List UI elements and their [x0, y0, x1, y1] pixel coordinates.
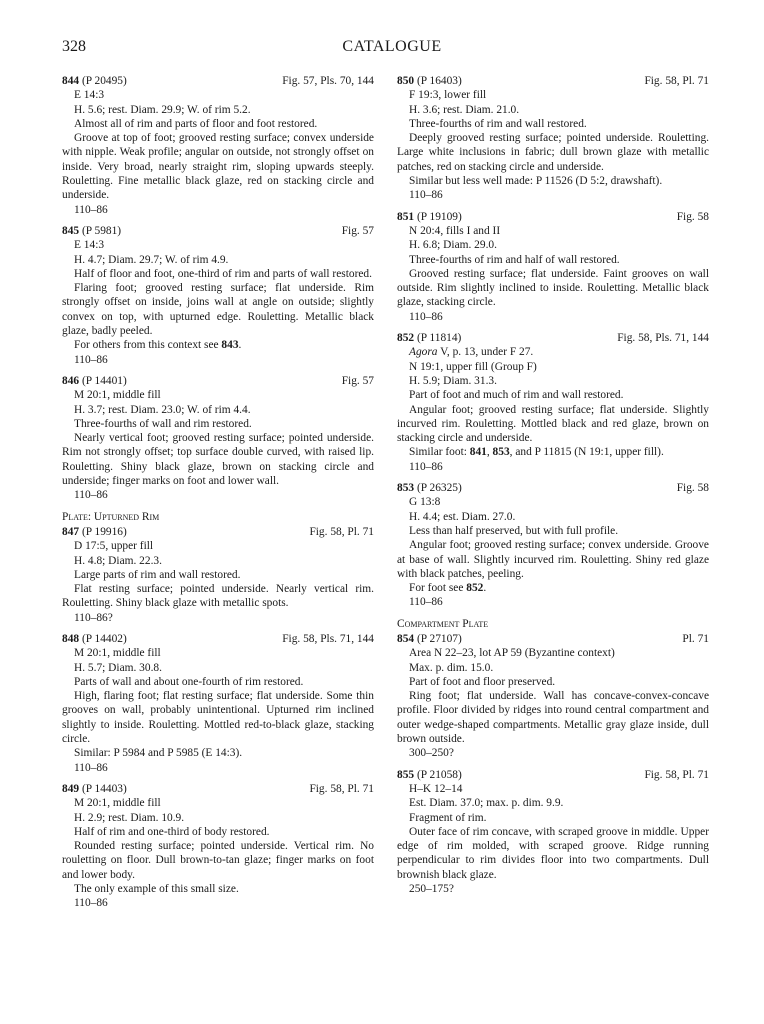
preservation: Less than half preserved, but with full profile.	[409, 524, 619, 537]
description: Flat resting surface; pointed underside. Nearly vertical rim. Rouletting. Shiny black glaze with metallic spots.	[62, 583, 374, 610]
cross-reference	[397, 581, 709, 595]
publication-citation: V, p. 13, under F 27.	[437, 346, 534, 359]
right-column	[397, 74, 709, 903]
entry-number: 854	[397, 632, 415, 645]
entry-number: 846	[62, 374, 80, 387]
page-number: 328	[62, 38, 86, 55]
figure-references: Fig. 58, Pl. 71	[309, 525, 374, 538]
entry-number: 849	[62, 782, 80, 795]
cross-reference-text: For foot see	[409, 582, 467, 595]
similar-ref-853: 853	[492, 446, 510, 459]
catalogue-entry-853	[397, 481, 709, 610]
similar-pieces	[397, 445, 709, 459]
catalogue-entry-849	[62, 782, 374, 911]
entry-heading	[397, 632, 709, 646]
date-range: 110–86	[74, 897, 108, 910]
publication-title: Agora	[409, 346, 438, 359]
preservation: Large parts of rim and wall restored.	[74, 568, 241, 581]
description: Ring foot; flat underside. Wall has concave-convex-concave profile. Floor divided by ridges into round central compartment and outer wedge-shaped compartments. Metallic gray glaze inside, dull brown outside.	[397, 690, 709, 746]
similar-text: Similar foot:	[409, 446, 470, 459]
entry-number: 844	[62, 75, 80, 87]
entry-heading	[62, 74, 374, 88]
entry-number: 847	[62, 525, 80, 538]
dimensions: H. 5.9; Diam. 31.3.	[409, 374, 497, 387]
cross-reference	[62, 338, 374, 352]
dimensions: H. 3.7; rest. Diam. 23.0; W. of rim 4.4.	[74, 403, 251, 416]
preservation: Part of foot and much of rim and wall restored.	[409, 389, 624, 402]
dimensions: H. 6.8; Diam. 29.0.	[409, 239, 497, 252]
preservation: Fragment of rim.	[409, 811, 487, 824]
entry-number: 845	[62, 224, 80, 237]
entry-heading	[397, 481, 709, 495]
date-range: 110–86	[74, 489, 108, 502]
entry-number: 851	[397, 210, 415, 223]
preservation: Half of rim and one-third of body restored.	[74, 825, 270, 838]
catalogue-entry-852	[397, 331, 709, 474]
dimensions: Est. Diam. 37.0; max. p. dim. 9.9.	[409, 797, 564, 810]
entry-heading	[62, 224, 374, 238]
entry-heading	[62, 632, 374, 646]
inventory-number: (P 27107)	[416, 632, 462, 645]
description: High, flaring foot; flat resting surface; flat underside. Some thin grooves on wall, probably unintentional. Upturned rim inclined slightly to inside. Rouletting. Mottled red-to-black glaze, stacking circle.	[62, 690, 374, 746]
description: Angular foot; grooved resting surface; convex underside. Groove at base of wall. Slightly incurved rim. Rouletting. Shiny red glaze with black patches, peeling.	[397, 539, 709, 580]
inventory-number: (P 5981)	[81, 224, 122, 237]
preservation: Almost all of rim and parts of floor and foot restored.	[74, 117, 318, 130]
page-header	[62, 38, 722, 58]
catalogue-entry-845	[62, 224, 374, 367]
find-context: D 17:5, upper fill	[74, 540, 154, 553]
entry-heading	[397, 331, 709, 345]
note: The only example of this small size.	[74, 883, 239, 896]
find-context: Area N 22–23, lot AP 59 (Byzantine context)	[409, 647, 615, 660]
cross-reference-end: .	[238, 339, 242, 352]
preservation: Parts of wall and about one-fourth of rim restored.	[74, 675, 304, 688]
find-context: M 20:1, middle fill	[74, 389, 161, 402]
catalogue-entry-848	[62, 632, 374, 775]
cross-reference-link: 843	[221, 339, 239, 352]
date-range: 250–175?	[409, 883, 454, 896]
figure-references: Fig. 58, Pl. 71	[644, 75, 709, 87]
similar-ref-841: 841	[469, 446, 487, 459]
preservation: Three-fourths of rim and half of wall restored.	[409, 253, 620, 266]
figure-references: Fig. 58, Pls. 71, 144	[617, 332, 709, 345]
inventory-number: (P 26325)	[416, 482, 462, 495]
description: Flaring foot; grooved resting surface; flat underside. Rim strongly offset on inside, joins wall at angle on outside; slightly convex on top, with upturned edge. Rouletting. Metallic black glaze, badly peeled.	[62, 282, 374, 338]
catalogue-entry-850	[397, 74, 709, 203]
cross-reference-text: For others from this context see	[74, 339, 222, 352]
date-range: 110–86	[74, 203, 108, 216]
entry-heading	[397, 74, 709, 88]
catalogue-entry-854	[397, 632, 709, 761]
figure-references: Fig. 58, Pl. 71	[309, 782, 374, 795]
cross-reference-link: 852	[466, 582, 484, 595]
date-range: 110–86	[409, 596, 443, 609]
preservation: Half of floor and foot, one-third of rim and parts of wall restored.	[74, 267, 372, 280]
find-context: F 19:3, lower fill	[409, 89, 487, 102]
entry-heading	[62, 525, 374, 539]
description: Nearly vertical foot; grooved resting surface; pointed underside. Rim not strongly offset; top surface double curved, with raised lip. Rouletting. Shiny black glaze, brown on stacking circle and underside; finger marks on foot and lower wall.	[62, 432, 374, 488]
find-context: E 14:3	[74, 89, 105, 102]
entry-heading	[62, 374, 374, 388]
description: Outer face of rim concave, with scraped groove in middle. Upper edge of rim molded, with scraped groove. Ridge running perpendicular to rim divides floor into two compartments. Dull brownish black glaze.	[397, 825, 709, 881]
entry-number: 850	[397, 75, 415, 87]
find-context: G 13:8	[409, 496, 441, 509]
date-range: 110–86	[409, 460, 443, 473]
description: Rounded resting surface; pointed underside. Vertical rim. No rouletting on floor. Dull brown-to-tan glaze; finger marks on foot and lower body.	[62, 840, 374, 881]
date-range: 110–86	[74, 761, 108, 774]
preservation: Part of foot and floor preserved.	[409, 675, 556, 688]
date-range: 110–86	[409, 189, 443, 202]
similar-pieces: Similar: P 5984 and P 5985 (E 14:3).	[74, 747, 243, 760]
inventory-number: (P 19916)	[81, 525, 127, 538]
figure-references: Fig. 58, Pls. 71, 144	[282, 632, 374, 645]
inventory-number: (P 16403)	[416, 75, 462, 87]
running-head: CATALOGUE	[342, 38, 442, 55]
catalogue-entry-851	[397, 210, 709, 324]
description: Grooved resting surface; flat underside. Faint grooves on wall outside. Rim slightly inclined to inside. Rouletting. Metallic black glaze, stacking circle.	[397, 267, 709, 309]
entry-number: 852	[397, 332, 415, 345]
date-range: 110–86	[409, 310, 443, 323]
inventory-number: (P 11814)	[416, 332, 462, 345]
inventory-number: (P 14402)	[81, 632, 127, 645]
find-context: N 19:1, upper fill (Group F)	[409, 360, 537, 373]
description: Angular foot; grooved resting surface; flat underside. Slightly incurved rim. Rouletting. Mottled black and red glaze, brown on stacking circle and underside.	[397, 403, 709, 445]
date-range: 300–250?	[409, 747, 454, 760]
dimensions: H. 2.9; rest. Diam. 10.9.	[74, 811, 185, 824]
find-context: H–K 12–14	[409, 782, 463, 795]
inventory-number: (P 21058)	[416, 768, 462, 781]
dimensions: H. 5.7; Diam. 30.8.	[74, 661, 162, 674]
figure-references: Fig. 57	[341, 374, 374, 387]
find-context: M 20:1, middle fill	[74, 647, 161, 660]
figure-references: Fig. 57	[341, 224, 374, 237]
entry-number: 853	[397, 482, 415, 495]
figure-references: Fig. 58	[676, 210, 709, 223]
dimensions: H. 4.7; Diam. 29.7; W. of rim 4.9.	[74, 253, 229, 266]
figure-references: Pl. 71	[682, 632, 709, 645]
catalogue-entry-847	[62, 525, 374, 625]
similar-separator: ,	[486, 446, 493, 459]
date-range: 110–86	[74, 353, 108, 366]
figure-references: Fig. 58, Pl. 71	[644, 768, 709, 781]
dimensions: H. 3.6; rest. Diam. 21.0.	[409, 103, 520, 116]
inventory-number: (P 14401)	[81, 374, 127, 387]
entry-heading	[397, 210, 709, 224]
entry-number: 855	[397, 768, 415, 781]
inventory-number: (P 20495)	[81, 75, 127, 87]
catalogue-entry-844	[62, 74, 374, 217]
section-heading: Plate: Upturned Rim	[62, 510, 160, 523]
dimensions: H. 5.6; rest. Diam. 29.9; W. of rim 5.2.	[74, 103, 251, 116]
find-context: E 14:3	[74, 239, 105, 252]
dimensions: H. 4.4; est. Diam. 27.0.	[409, 510, 516, 523]
preservation: Three-fourths of wall and rim restored.	[74, 417, 252, 430]
date-range: 110–86?	[74, 611, 113, 624]
figure-references: Fig. 58	[676, 482, 709, 495]
figure-references: Fig. 57, Pls. 70, 144	[282, 75, 374, 87]
entry-heading	[62, 782, 374, 796]
find-context: N 20:4, fills I and II	[409, 224, 501, 237]
section-heading: Compartment Plate	[397, 617, 489, 630]
similar-text-end: , and P 11815 (N 19:1, upper fill).	[509, 446, 664, 459]
description: Groove at top of foot; grooved resting surface; convex underside with nipple. Weak profile; angular on outside, not strongly offset on inside. Very broad, nearly straight rim, sloping upwards steeply. Rouletting. Fine metallic black glaze, red on stacking circle and underside.	[62, 132, 374, 202]
left-column	[62, 74, 374, 918]
dimensions: Max. p. dim. 15.0.	[409, 661, 494, 674]
cross-reference-end: .	[483, 582, 487, 595]
preservation: Three-fourths of rim and wall restored.	[409, 117, 587, 130]
publication-reference	[397, 345, 709, 359]
entry-number: 848	[62, 632, 80, 645]
dimensions: H. 4.8; Diam. 22.3.	[74, 554, 162, 567]
similar-pieces: Similar but less well made: P 11526 (D 5:2, drawshaft).	[409, 175, 663, 188]
inventory-number: (P 14403)	[81, 782, 127, 795]
find-context: M 20:1, middle fill	[74, 797, 161, 810]
catalogue-entry-855	[397, 768, 709, 897]
description: Deeply grooved resting surface; pointed underside. Rouletting. Large white inclusions in fabric; dull brown glaze with metallic patches, red on stacking circle and underside.	[397, 132, 709, 173]
inventory-number: (P 19109)	[416, 210, 462, 223]
entry-heading	[397, 768, 709, 782]
catalogue-entry-846	[62, 374, 374, 503]
